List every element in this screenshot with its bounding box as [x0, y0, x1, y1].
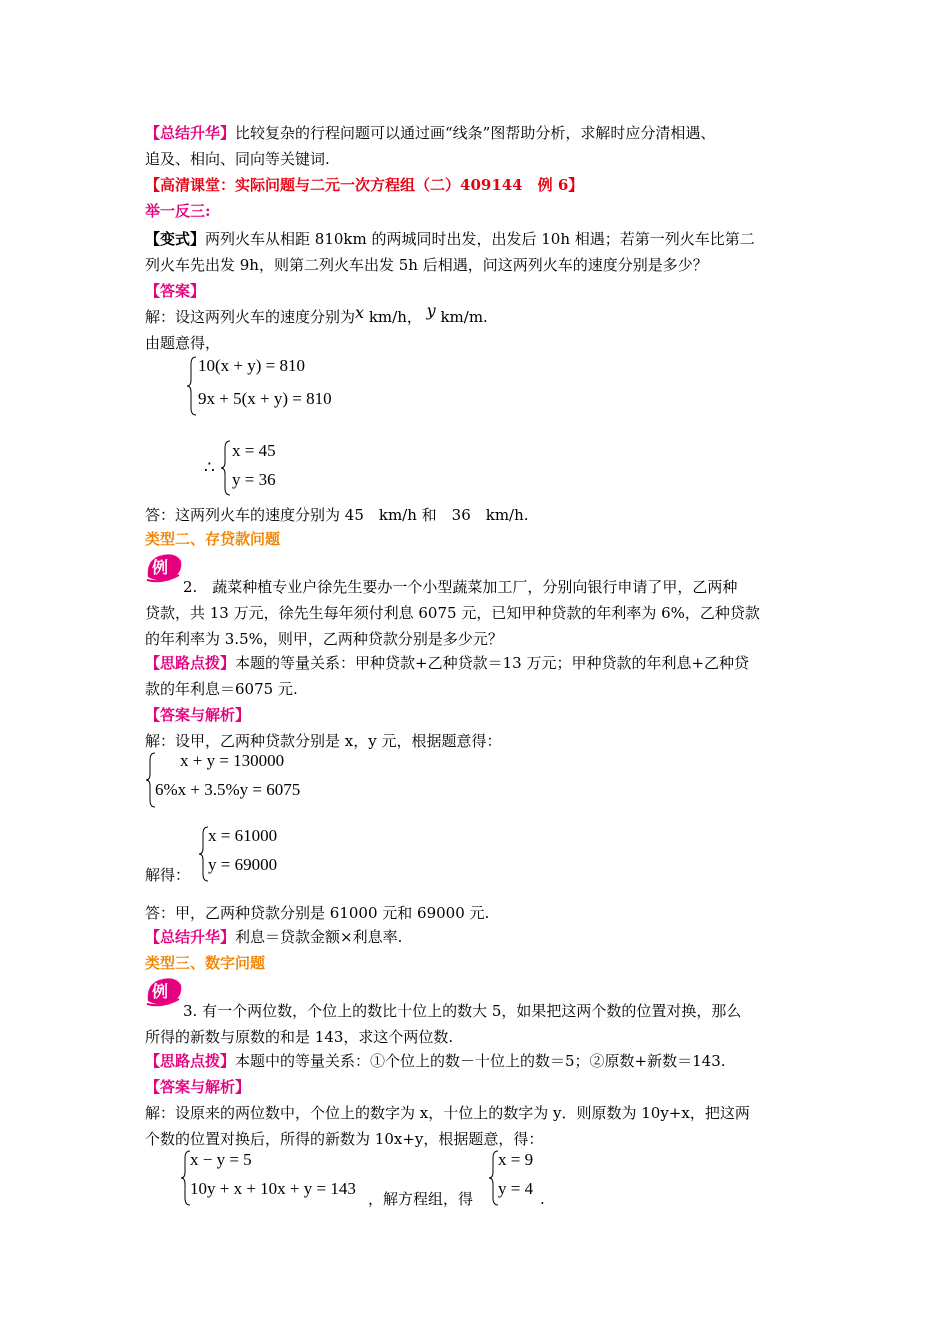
hd-class-heading: 【高清课堂：实际问题与二元一次方程组（二）409144 例 6】 [145, 176, 584, 194]
hint2-line-1 [145, 651, 749, 675]
result1-eq1: x = 45 [232, 441, 276, 460]
system3-eq2: 10y + x + 10x + y = 143 [190, 1179, 356, 1198]
result1-eq2: y = 36 [232, 470, 276, 489]
var-y: y [426, 301, 436, 320]
solution3-line-1: 解：设原来的两位数中，个位上的数字为 x，十位上的数字为 y．则原数为 10y+x，把这两 [145, 1104, 750, 1122]
example3-line-1: 3. 有一个两位数，个位上的数比十位上的数大 5，如果把这两个数的位置对换，那么 [183, 1002, 742, 1020]
hint-text: 本题中的等量关系：①个位上的数－十位上的数＝5；②原数+新数＝143. [235, 1052, 726, 1070]
brace-icon [220, 440, 232, 496]
hint3-line [145, 1049, 726, 1073]
system3-eq1: x − y = 5 [190, 1150, 252, 1169]
badge-label: 例 [152, 982, 169, 1001]
result3-eq2: y = 4 [498, 1179, 534, 1198]
result2-eq1: x = 61000 [208, 826, 278, 845]
summary-tag: 【总结升华】 [145, 124, 236, 142]
result2-label: 解得： [145, 866, 191, 884]
hint-text: 本题的等量关系：甲种贷款+乙种贷款＝13 万元；甲种贷款的年利息+乙种贷 [235, 654, 750, 672]
system3-end: . [540, 1190, 545, 1208]
brace-icon [186, 356, 198, 416]
therefore-symbol: ∴ [204, 458, 215, 477]
solution1-line-1 [145, 301, 488, 329]
hint-tag: 【思路点拨】 [145, 1052, 236, 1070]
system2-eq2: 6%x + 3.5%y = 6075 [155, 780, 301, 799]
unit-kmh: km/h， [368, 308, 422, 326]
answer-tag: 【答案】 [145, 282, 206, 300]
badge-label: 例 [152, 558, 169, 577]
unit-kmm: km/m. [440, 308, 488, 326]
answer-analysis-tag: 【答案与解析】 [145, 706, 251, 724]
summary-line-2: 追及、相向、同向等关键词. [145, 150, 330, 168]
var-x: x [355, 303, 365, 322]
answer-analysis-tag-2: 【答案与解析】 [145, 1078, 251, 1096]
example2-line-3: 的年利率为 3.5%，则甲，乙两种贷款分别是多少元？ [145, 630, 503, 648]
result2-eq2: y = 69000 [208, 855, 278, 874]
solution1-line-2: 由题意得， [145, 334, 221, 352]
variant-line-1 [145, 227, 755, 251]
type2-heading: 类型二、存贷款问题 [145, 530, 281, 548]
summary-text: 比较复杂的行程问题可以通过画“线条”图帮助分析，求解时应分清相遇、 [235, 124, 716, 142]
system3-connector: ，解方程组，得 [368, 1190, 474, 1208]
hint-tag: 【思路点拨】 [145, 654, 236, 672]
example3-line-2: 所得的新数与原数的和是 143，求这个两位数. [145, 1028, 454, 1046]
system1-eq2: 9x + 5(x + y) = 810 [198, 389, 332, 408]
variant-line-2: 列火车先出发 9h，则第二列火车出发 5h 后相遇，问这两列火车的速度分别是多少？ [145, 256, 708, 274]
summary-text: 利息＝贷款金额×利息率. [235, 928, 403, 946]
answer1: 答：这两列火车的速度分别为 45 km/h 和 36 km/h. [145, 506, 529, 524]
practice-heading: 举一反三: [145, 202, 211, 220]
example2-line-2: 贷款，共 13 万元，徐先生每年须付利息 6075 元，已知甲种贷款的年利率为 6%，乙种贷款 [145, 604, 760, 622]
result3-eq1: x = 9 [498, 1150, 534, 1169]
answer2: 答：甲，乙两种贷款分别是 61000 元和 69000 元. [145, 904, 490, 922]
summary2-line [145, 925, 402, 949]
summary-line-1 [145, 121, 715, 145]
hint2-line-2: 款的年利息＝6075 元. [145, 680, 298, 698]
solution1-text: 解：设这两列火车的速度分别为 [145, 308, 356, 326]
variant-text: 两列火车从相距 810km 的两城同时出发，出发后 10h 相遇；若第一列火车比第二 [205, 230, 755, 248]
example2-line-1: 2. 蔬菜种植专业户徐先生要办一个小型蔬菜加工厂，分别向银行申请了甲，乙两种 [183, 578, 738, 596]
solution2-line-1: 解：设甲，乙两种贷款分别是 x，y 元，根据题意得： [145, 732, 502, 750]
summary-tag: 【总结升华】 [145, 928, 236, 946]
system2-eq1: x + y = 130000 [180, 751, 285, 770]
type3-heading: 类型三、数字问题 [145, 954, 266, 972]
system1-eq1: 10(x + y) = 810 [198, 356, 305, 375]
variant-tag: 【变式】 [145, 230, 206, 248]
solution3-line-2: 个数的位置对换后，所得的新数为 10x+y，根据题意，得： [145, 1130, 544, 1148]
